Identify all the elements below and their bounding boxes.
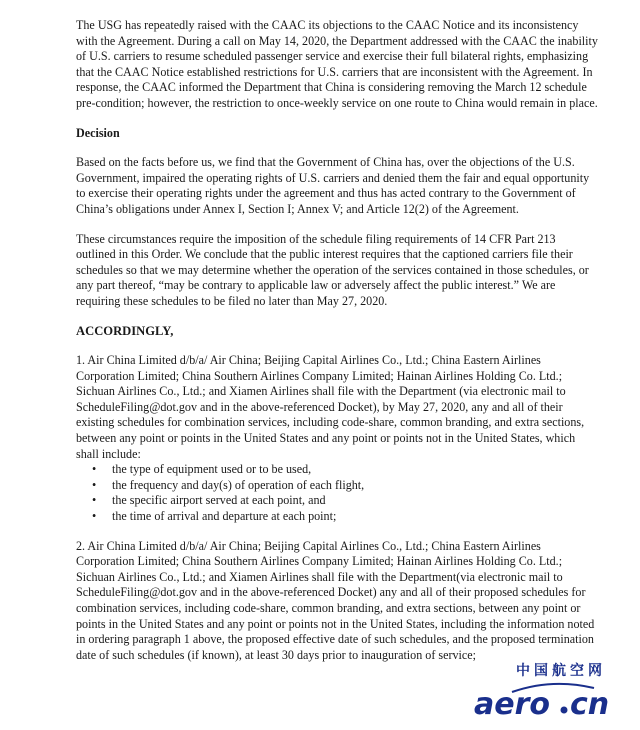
accordingly-heading: ACCORDINGLY, — [76, 323, 174, 338]
aero-logo-icon — [472, 676, 632, 720]
aero-cn-watermark — [472, 660, 632, 720]
paragraph-usg-objections: The USG has repeatedly raised with the CAAC its objections to the CAAC Notice and its inconsistency with the Agreement. During a call on May 14, 2020, the Department addressed with the CAAC the inability of U.S. carriers to resume scheduled passenger service and exercise their full bilateral rights, emphasizing that the CAAC Notice established restrictions for U.S. carriers that are inconsistent with the Agreement. In response, the CAAC informed the Department that China is considering removing the March 12 schedule pre-condition; however, the restriction to once-weekly service on one route to China would remain in place. — [76, 18, 598, 110]
ordering-paragraph-1 — [76, 353, 598, 525]
paragraph-circumstances: These circumstances require the imposition of the schedule filing requirements of 14 CFR Part 213 outlined in this Order. We conclude that the public interest requires that the captioned carriers file their schedules so that we may determine whether the operation of the services contained in those schedules, or any part thereof, “may be contrary to applicable law or adversely affect the public interest.” We are requiring these schedules to be filed no later than May 27, 2020. — [76, 231, 589, 308]
list-item: • the type of equipment used or to be used, — [112, 462, 598, 478]
ordering-paragraph-1-text: 1. Air China Limited d/b/a/ Air China; Beijing Capital Airlines Co., Ltd.; China Eastern Airlines Corporation Limited; China Southern Airlines Company Limited; Hainan Airlines Holding Co. Ltd.; Sichuan Airlines Co., Ltd.; and Xiamen Airlines shall file with the Department (via electronic mail to ScheduleFiling@dot.gov and in the above-referenced Docket), by May 27, 2020, any and all of their existing schedules for combination services, including code-share, common branding, and extra sections, between any point or points in the United States and any point or points not in the United States, which shall include: — [76, 353, 585, 461]
list-item: • the frequency and day(s) of operation of each flight, — [112, 478, 598, 494]
list-item: • the specific airport served at each point, and — [112, 493, 598, 509]
watermark-chinese-text: 中国航空网 — [516, 663, 606, 679]
paragraph-findings: Based on the facts before us, we find that the Government of China has, over the objections of the U.S. Government, impaired the operating rights of U.S. carriers and denied them the fair and equal opportunity to exercise their operating rights under the agreement and thus has acted contrary to the Government of China’s obligations under Annex I, Section I; Annex V; and Article 12(2) of the Agreement. — [76, 155, 590, 216]
ordering-paragraph-2: 2. Air China Limited d/b/a/ Air China; Beijing Capital Airlines Co., Ltd.; China Eastern Airlines Corporation Limited; China Southern Airlines Company Limited; Hainan Airlines Holding Co. Ltd.; Sichuan Airlines Co., Ltd.; and Xiamen Airlines shall file with the Department(via electronic mail to ScheduleFiling@dot.gov and in the above-referenced Docket) any and all of their proposed schedules for combination services, including code-share, common branding, and extra sections, between any point or points in the United States and any point or points not in the United States, including the information noted in ordering paragraph 1 above, the proposed effective date of such schedules, and the proposed termination date of such schedules (if known), at least 30 days prior to inauguration of service; — [76, 538, 595, 662]
list-item: • the time of arrival and departure at each point; — [112, 509, 598, 525]
svg-text:aero: aero — [474, 687, 550, 720]
bullet-list — [76, 462, 598, 524]
decision-heading: Decision — [76, 125, 120, 140]
svg-text:cn: cn — [570, 687, 610, 720]
